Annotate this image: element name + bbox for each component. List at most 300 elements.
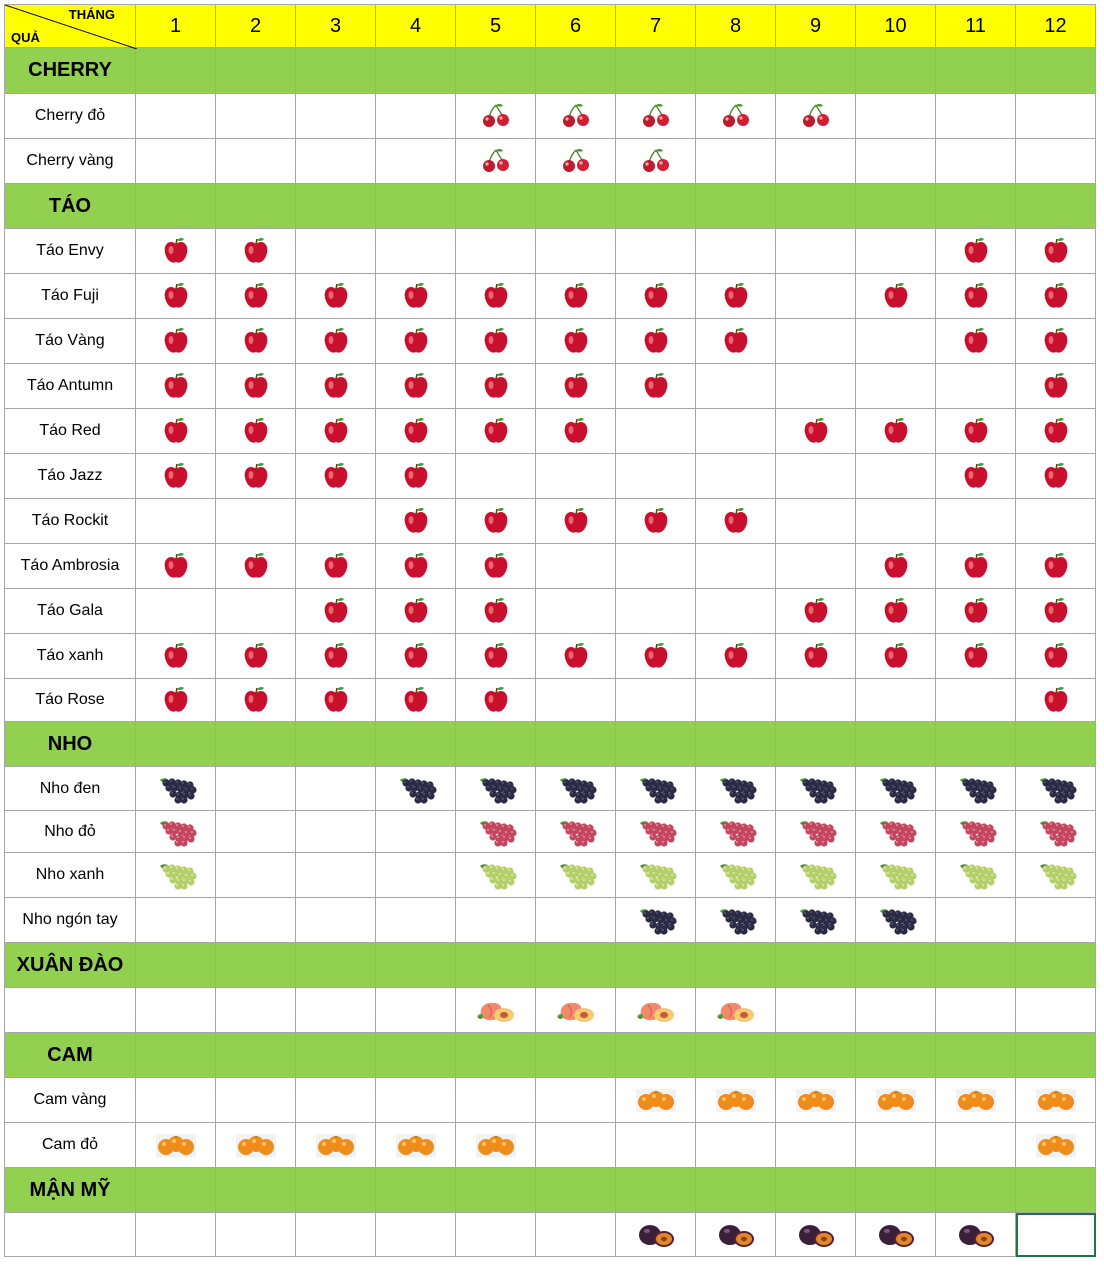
month-cell-4[interactable] — [376, 898, 456, 943]
month-cell-10[interactable] — [856, 1123, 936, 1168]
month-cell-11[interactable] — [936, 544, 1016, 589]
month-cell-2[interactable] — [216, 898, 296, 943]
month-cell-10[interactable] — [856, 767, 936, 811]
month-cell-2[interactable] — [216, 988, 296, 1033]
month-cell-11[interactable] — [936, 988, 1016, 1033]
month-cell-2[interactable] — [216, 1078, 296, 1123]
month-cell-9[interactable] — [776, 1168, 856, 1213]
month-cell-12[interactable] — [1016, 454, 1096, 499]
month-cell-1[interactable] — [136, 94, 216, 139]
month-cell-6[interactable] — [536, 319, 616, 364]
month-cell-10[interactable] — [856, 184, 936, 229]
month-cell-5[interactable] — [456, 94, 536, 139]
month-cell-5[interactable] — [456, 1213, 536, 1257]
month-cell-11[interactable] — [936, 853, 1016, 898]
month-cell-11[interactable] — [936, 589, 1016, 634]
month-cell-10[interactable] — [856, 589, 936, 634]
month-cell-2[interactable] — [216, 319, 296, 364]
month-cell-8[interactable] — [696, 229, 776, 274]
month-cell-1[interactable] — [136, 319, 216, 364]
month-cell-2[interactable] — [216, 589, 296, 634]
month-header-10[interactable]: 10 — [856, 4, 936, 48]
month-cell-7[interactable] — [616, 1168, 696, 1213]
month-cell-8[interactable] — [696, 853, 776, 898]
month-cell-12[interactable] — [1016, 634, 1096, 679]
month-cell-12[interactable] — [1016, 853, 1096, 898]
month-cell-8[interactable] — [696, 48, 776, 94]
month-cell-4[interactable] — [376, 364, 456, 409]
fruit-name-cell[interactable]: Táo Rose — [4, 679, 136, 722]
month-cell-9[interactable] — [776, 722, 856, 767]
month-cell-9[interactable] — [776, 499, 856, 544]
month-cell-7[interactable] — [616, 589, 696, 634]
group-label[interactable]: XUÂN ĐÀO — [4, 943, 136, 988]
month-cell-3[interactable] — [296, 1078, 376, 1123]
month-cell-5[interactable] — [456, 634, 536, 679]
month-cell-1[interactable] — [136, 499, 216, 544]
month-cell-7[interactable] — [616, 184, 696, 229]
month-cell-9[interactable] — [776, 679, 856, 722]
month-cell-8[interactable] — [696, 319, 776, 364]
month-cell-11[interactable] — [936, 1123, 1016, 1168]
month-cell-2[interactable] — [216, 94, 296, 139]
month-cell-1[interactable] — [136, 229, 216, 274]
month-cell-9[interactable] — [776, 319, 856, 364]
month-header-2[interactable]: 2 — [216, 4, 296, 48]
month-cell-4[interactable] — [376, 1033, 456, 1078]
month-cell-8[interactable] — [696, 184, 776, 229]
month-cell-3[interactable] — [296, 811, 376, 853]
month-cell-7[interactable] — [616, 544, 696, 589]
month-cell-1[interactable] — [136, 364, 216, 409]
month-cell-1[interactable] — [136, 1213, 216, 1257]
month-cell-12[interactable] — [1016, 988, 1096, 1033]
month-cell-8[interactable] — [696, 1213, 776, 1257]
month-cell-3[interactable] — [296, 722, 376, 767]
month-cell-8[interactable] — [696, 722, 776, 767]
month-cell-6[interactable] — [536, 1213, 616, 1257]
month-cell-10[interactable] — [856, 48, 936, 94]
month-cell-4[interactable] — [376, 499, 456, 544]
month-cell-4[interactable] — [376, 767, 456, 811]
month-cell-1[interactable] — [136, 544, 216, 589]
month-header-5[interactable]: 5 — [456, 4, 536, 48]
month-cell-2[interactable] — [216, 853, 296, 898]
month-cell-9[interactable] — [776, 364, 856, 409]
month-cell-1[interactable] — [136, 722, 216, 767]
month-cell-6[interactable] — [536, 811, 616, 853]
month-cell-11[interactable] — [936, 364, 1016, 409]
month-cell-8[interactable] — [696, 898, 776, 943]
month-cell-12[interactable] — [1016, 722, 1096, 767]
month-cell-11[interactable] — [936, 409, 1016, 454]
month-cell-8[interactable] — [696, 499, 776, 544]
month-cell-7[interactable] — [616, 898, 696, 943]
month-cell-4[interactable] — [376, 988, 456, 1033]
fruit-name-cell[interactable] — [4, 1213, 136, 1257]
month-cell-10[interactable] — [856, 679, 936, 722]
month-cell-6[interactable] — [536, 94, 616, 139]
month-cell-11[interactable] — [936, 1078, 1016, 1123]
month-cell-3[interactable] — [296, 943, 376, 988]
month-cell-1[interactable] — [136, 48, 216, 94]
month-cell-12[interactable] — [1016, 1033, 1096, 1078]
month-header-1[interactable]: 1 — [136, 4, 216, 48]
month-cell-4[interactable] — [376, 1168, 456, 1213]
month-cell-3[interactable] — [296, 48, 376, 94]
month-cell-11[interactable] — [936, 722, 1016, 767]
month-cell-12[interactable] — [1016, 811, 1096, 853]
month-cell-9[interactable] — [776, 811, 856, 853]
month-cell-6[interactable] — [536, 898, 616, 943]
month-cell-6[interactable] — [536, 634, 616, 679]
month-cell-7[interactable] — [616, 48, 696, 94]
month-cell-6[interactable] — [536, 722, 616, 767]
month-cell-2[interactable] — [216, 1123, 296, 1168]
month-cell-4[interactable] — [376, 634, 456, 679]
month-cell-11[interactable] — [936, 1213, 1016, 1257]
month-cell-2[interactable] — [216, 1168, 296, 1213]
month-cell-6[interactable] — [536, 853, 616, 898]
month-cell-4[interactable] — [376, 184, 456, 229]
month-cell-5[interactable] — [456, 767, 536, 811]
month-cell-8[interactable] — [696, 1123, 776, 1168]
fruit-name-cell[interactable]: Nho ngón tay — [4, 898, 136, 943]
month-cell-2[interactable] — [216, 48, 296, 94]
month-header-3[interactable]: 3 — [296, 4, 376, 48]
month-cell-8[interactable] — [696, 943, 776, 988]
month-cell-11[interactable] — [936, 274, 1016, 319]
month-cell-9[interactable] — [776, 1123, 856, 1168]
month-cell-6[interactable] — [536, 943, 616, 988]
month-cell-12[interactable] — [1016, 544, 1096, 589]
month-cell-6[interactable] — [536, 409, 616, 454]
fruit-name-cell[interactable]: Táo Jazz — [4, 454, 136, 499]
month-cell-3[interactable] — [296, 499, 376, 544]
month-cell-9[interactable] — [776, 988, 856, 1033]
month-cell-12[interactable] — [1016, 1168, 1096, 1213]
month-cell-8[interactable] — [696, 94, 776, 139]
fruit-name-cell[interactable]: Táo Envy — [4, 229, 136, 274]
month-cell-7[interactable] — [616, 853, 696, 898]
month-header-7[interactable]: 7 — [616, 4, 696, 48]
month-cell-12[interactable] — [1016, 1078, 1096, 1123]
month-cell-3[interactable] — [296, 1213, 376, 1257]
fruit-name-cell[interactable]: Táo Gala — [4, 589, 136, 634]
month-cell-11[interactable] — [936, 499, 1016, 544]
month-cell-5[interactable] — [456, 988, 536, 1033]
month-cell-10[interactable] — [856, 853, 936, 898]
month-cell-11[interactable] — [936, 811, 1016, 853]
month-cell-5[interactable] — [456, 1123, 536, 1168]
month-cell-6[interactable] — [536, 139, 616, 184]
fruit-name-cell[interactable]: Cherry đỏ — [4, 94, 136, 139]
month-cell-3[interactable] — [296, 274, 376, 319]
month-cell-4[interactable] — [376, 679, 456, 722]
month-cell-12[interactable] — [1016, 943, 1096, 988]
month-cell-1[interactable] — [136, 988, 216, 1033]
month-cell-6[interactable] — [536, 454, 616, 499]
month-cell-1[interactable] — [136, 853, 216, 898]
month-cell-7[interactable] — [616, 274, 696, 319]
month-cell-10[interactable] — [856, 94, 936, 139]
month-cell-1[interactable] — [136, 454, 216, 499]
month-cell-9[interactable] — [776, 1033, 856, 1078]
month-cell-3[interactable] — [296, 184, 376, 229]
month-cell-5[interactable] — [456, 48, 536, 94]
month-cell-8[interactable] — [696, 589, 776, 634]
month-cell-7[interactable] — [616, 767, 696, 811]
month-cell-10[interactable] — [856, 139, 936, 184]
month-cell-1[interactable] — [136, 943, 216, 988]
month-cell-5[interactable] — [456, 229, 536, 274]
month-cell-10[interactable] — [856, 722, 936, 767]
month-cell-2[interactable] — [216, 679, 296, 722]
month-cell-8[interactable] — [696, 1078, 776, 1123]
fruit-name-cell[interactable]: Táo Ambrosia — [4, 544, 136, 589]
month-cell-8[interactable] — [696, 454, 776, 499]
fruit-name-cell[interactable]: Cherry vàng — [4, 139, 136, 184]
month-cell-8[interactable] — [696, 274, 776, 319]
month-cell-1[interactable] — [136, 767, 216, 811]
month-cell-5[interactable] — [456, 499, 536, 544]
month-cell-12[interactable] — [1016, 94, 1096, 139]
month-cell-9[interactable] — [776, 634, 856, 679]
month-cell-6[interactable] — [536, 988, 616, 1033]
month-cell-3[interactable] — [296, 679, 376, 722]
month-cell-4[interactable] — [376, 811, 456, 853]
month-cell-7[interactable] — [616, 679, 696, 722]
month-cell-10[interactable] — [856, 634, 936, 679]
month-cell-11[interactable] — [936, 943, 1016, 988]
month-cell-1[interactable] — [136, 679, 216, 722]
month-cell-10[interactable] — [856, 1033, 936, 1078]
month-cell-8[interactable] — [696, 811, 776, 853]
month-cell-10[interactable] — [856, 898, 936, 943]
month-cell-5[interactable] — [456, 589, 536, 634]
month-cell-4[interactable] — [376, 229, 456, 274]
month-cell-4[interactable] — [376, 454, 456, 499]
month-cell-10[interactable] — [856, 409, 936, 454]
month-cell-2[interactable] — [216, 722, 296, 767]
month-cell-11[interactable] — [936, 454, 1016, 499]
month-cell-2[interactable] — [216, 1033, 296, 1078]
month-cell-12[interactable] — [1016, 274, 1096, 319]
month-cell-1[interactable] — [136, 409, 216, 454]
month-cell-9[interactable] — [776, 94, 856, 139]
month-cell-7[interactable] — [616, 409, 696, 454]
month-cell-4[interactable] — [376, 1123, 456, 1168]
month-cell-1[interactable] — [136, 184, 216, 229]
fruit-name-cell[interactable]: Cam đỏ — [4, 1123, 136, 1168]
month-cell-11[interactable] — [936, 679, 1016, 722]
month-cell-4[interactable] — [376, 722, 456, 767]
month-cell-5[interactable] — [456, 454, 536, 499]
month-cell-6[interactable] — [536, 184, 616, 229]
fruit-name-cell[interactable]: Táo Vàng — [4, 319, 136, 364]
month-cell-9[interactable] — [776, 409, 856, 454]
fruit-name-cell[interactable]: Táo Rockit — [4, 499, 136, 544]
group-label[interactable]: CHERRY — [4, 48, 136, 94]
month-header-6[interactable]: 6 — [536, 4, 616, 48]
month-cell-8[interactable] — [696, 1168, 776, 1213]
month-cell-1[interactable] — [136, 634, 216, 679]
month-cell-11[interactable] — [936, 634, 1016, 679]
month-cell-3[interactable] — [296, 364, 376, 409]
month-cell-6[interactable] — [536, 364, 616, 409]
month-cell-5[interactable] — [456, 1168, 536, 1213]
fruit-name-cell[interactable]: Nho đen — [4, 767, 136, 811]
month-cell-3[interactable] — [296, 139, 376, 184]
month-cell-12[interactable] — [1016, 48, 1096, 94]
month-cell-3[interactable] — [296, 853, 376, 898]
month-cell-7[interactable] — [616, 988, 696, 1033]
fruit-name-cell[interactable]: Cam vàng — [4, 1078, 136, 1123]
month-cell-5[interactable] — [456, 364, 536, 409]
month-cell-12[interactable] — [1016, 139, 1096, 184]
month-cell-12[interactable] — [1016, 1213, 1096, 1257]
month-cell-8[interactable] — [696, 364, 776, 409]
month-cell-6[interactable] — [536, 229, 616, 274]
month-cell-7[interactable] — [616, 634, 696, 679]
month-cell-2[interactable] — [216, 1213, 296, 1257]
month-cell-11[interactable] — [936, 48, 1016, 94]
month-cell-5[interactable] — [456, 409, 536, 454]
month-cell-9[interactable] — [776, 589, 856, 634]
month-cell-9[interactable] — [776, 184, 856, 229]
month-cell-2[interactable] — [216, 767, 296, 811]
month-cell-4[interactable] — [376, 943, 456, 988]
month-cell-1[interactable] — [136, 1168, 216, 1213]
group-label[interactable]: CAM — [4, 1033, 136, 1078]
month-cell-12[interactable] — [1016, 319, 1096, 364]
month-cell-6[interactable] — [536, 679, 616, 722]
month-cell-3[interactable] — [296, 409, 376, 454]
month-cell-5[interactable] — [456, 319, 536, 364]
month-cell-4[interactable] — [376, 409, 456, 454]
month-cell-9[interactable] — [776, 48, 856, 94]
month-cell-3[interactable] — [296, 767, 376, 811]
month-cell-10[interactable] — [856, 454, 936, 499]
month-cell-11[interactable] — [936, 1033, 1016, 1078]
month-cell-12[interactable] — [1016, 767, 1096, 811]
group-label[interactable]: TÁO — [4, 184, 136, 229]
month-cell-3[interactable] — [296, 589, 376, 634]
month-cell-9[interactable] — [776, 454, 856, 499]
month-cell-9[interactable] — [776, 139, 856, 184]
month-cell-7[interactable] — [616, 454, 696, 499]
month-cell-5[interactable] — [456, 943, 536, 988]
fruit-name-cell[interactable]: Táo Antumn — [4, 364, 136, 409]
month-cell-11[interactable] — [936, 898, 1016, 943]
month-cell-5[interactable] — [456, 544, 536, 589]
month-cell-11[interactable] — [936, 94, 1016, 139]
month-cell-12[interactable] — [1016, 589, 1096, 634]
month-cell-4[interactable] — [376, 139, 456, 184]
month-cell-10[interactable] — [856, 1078, 936, 1123]
month-cell-12[interactable] — [1016, 364, 1096, 409]
month-cell-6[interactable] — [536, 499, 616, 544]
month-header-8[interactable]: 8 — [696, 4, 776, 48]
month-cell-10[interactable] — [856, 988, 936, 1033]
month-cell-4[interactable] — [376, 589, 456, 634]
month-cell-5[interactable] — [456, 853, 536, 898]
month-cell-10[interactable] — [856, 364, 936, 409]
month-cell-1[interactable] — [136, 1123, 216, 1168]
month-cell-10[interactable] — [856, 274, 936, 319]
month-cell-6[interactable] — [536, 1123, 616, 1168]
month-cell-8[interactable] — [696, 634, 776, 679]
month-cell-7[interactable] — [616, 1213, 696, 1257]
month-cell-11[interactable] — [936, 767, 1016, 811]
month-cell-2[interactable] — [216, 454, 296, 499]
month-cell-2[interactable] — [216, 811, 296, 853]
month-cell-7[interactable] — [616, 229, 696, 274]
month-cell-2[interactable] — [216, 229, 296, 274]
fruit-name-cell[interactable]: Táo xanh — [4, 634, 136, 679]
month-cell-10[interactable] — [856, 1213, 936, 1257]
month-cell-9[interactable] — [776, 544, 856, 589]
month-cell-6[interactable] — [536, 1168, 616, 1213]
month-cell-12[interactable] — [1016, 499, 1096, 544]
month-cell-5[interactable] — [456, 679, 536, 722]
month-cell-5[interactable] — [456, 1033, 536, 1078]
month-header-9[interactable]: 9 — [776, 4, 856, 48]
corner-cell[interactable] — [4, 4, 136, 48]
fruit-name-cell[interactable]: Táo Red — [4, 409, 136, 454]
month-cell-10[interactable] — [856, 499, 936, 544]
month-cell-5[interactable] — [456, 274, 536, 319]
month-cell-6[interactable] — [536, 1078, 616, 1123]
month-cell-1[interactable] — [136, 1078, 216, 1123]
month-cell-4[interactable] — [376, 853, 456, 898]
month-cell-2[interactable] — [216, 544, 296, 589]
month-cell-5[interactable] — [456, 1078, 536, 1123]
month-cell-7[interactable] — [616, 319, 696, 364]
month-cell-3[interactable] — [296, 988, 376, 1033]
month-cell-9[interactable] — [776, 853, 856, 898]
month-cell-3[interactable] — [296, 454, 376, 499]
month-cell-1[interactable] — [136, 1033, 216, 1078]
month-cell-3[interactable] — [296, 898, 376, 943]
month-cell-8[interactable] — [696, 409, 776, 454]
month-cell-10[interactable] — [856, 319, 936, 364]
month-cell-3[interactable] — [296, 229, 376, 274]
month-cell-10[interactable] — [856, 229, 936, 274]
month-cell-11[interactable] — [936, 229, 1016, 274]
month-cell-4[interactable] — [376, 1213, 456, 1257]
month-cell-2[interactable] — [216, 409, 296, 454]
month-cell-7[interactable] — [616, 722, 696, 767]
month-cell-2[interactable] — [216, 634, 296, 679]
month-cell-1[interactable] — [136, 898, 216, 943]
month-cell-2[interactable] — [216, 364, 296, 409]
fruit-name-cell[interactable]: Nho xanh — [4, 853, 136, 898]
group-label[interactable]: MẬN MỸ — [4, 1168, 136, 1213]
month-cell-8[interactable] — [696, 544, 776, 589]
month-cell-12[interactable] — [1016, 898, 1096, 943]
month-cell-9[interactable] — [776, 943, 856, 988]
month-cell-2[interactable] — [216, 274, 296, 319]
month-cell-9[interactable] — [776, 229, 856, 274]
month-cell-3[interactable] — [296, 1033, 376, 1078]
month-cell-9[interactable] — [776, 1078, 856, 1123]
month-cell-5[interactable] — [456, 898, 536, 943]
month-header-11[interactable]: 11 — [936, 4, 1016, 48]
month-cell-10[interactable] — [856, 1168, 936, 1213]
fruit-name-cell[interactable]: Nho đỏ — [4, 811, 136, 853]
fruit-name-cell[interactable] — [4, 988, 136, 1033]
